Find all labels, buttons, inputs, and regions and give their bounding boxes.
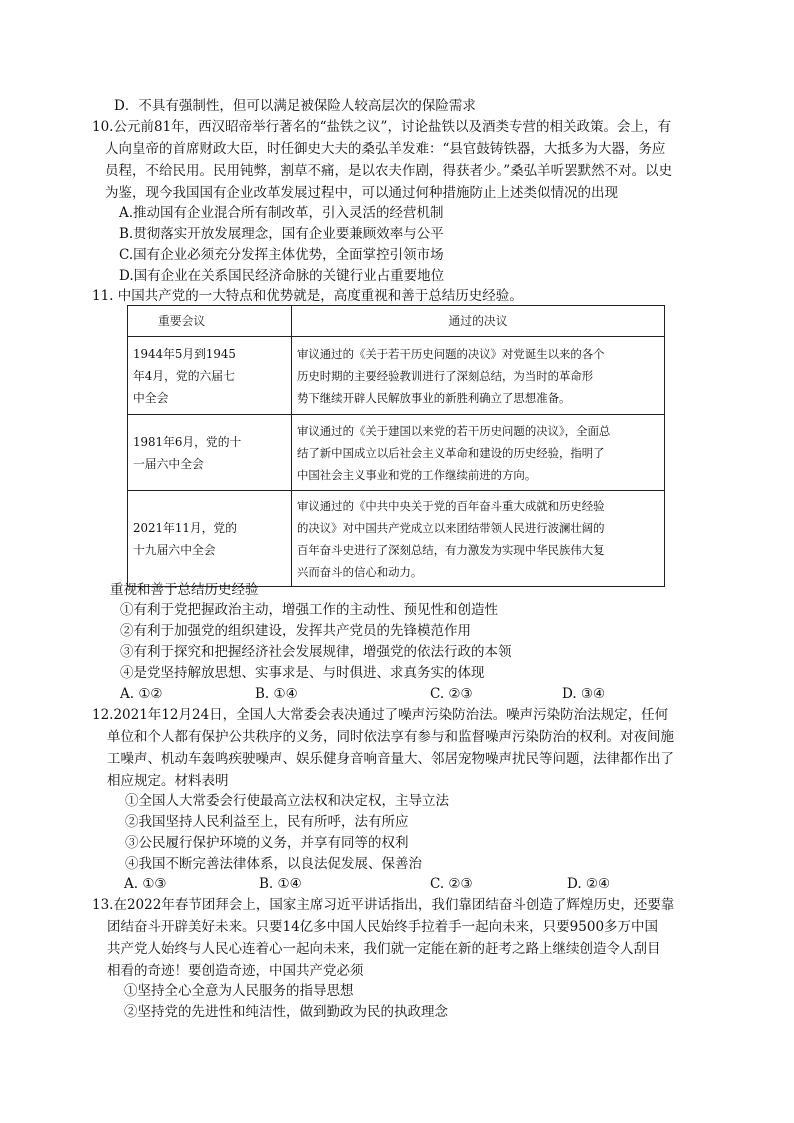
- meeting-cell: [128, 415, 292, 491]
- q12-item-1: ①全国人大常委会行使最高立法权和决定权，主导立法: [125, 793, 449, 809]
- table-row: [128, 491, 665, 587]
- q13-item-1: ①坚持全心全意为人民服务的指导思想: [124, 983, 354, 999]
- q11-choice-a: A. ①②: [120, 686, 163, 702]
- meeting-cell: [128, 337, 292, 415]
- meeting-text: 中全会: [133, 390, 169, 405]
- q11-item-3: ③有利于探究和把握经济社会发展规律，增强党的依法行政的本领: [120, 644, 512, 660]
- q11-choice-b: B. ①④: [255, 686, 298, 702]
- meeting-text: 一届六中全会: [133, 456, 204, 471]
- meeting-text: 2021年11月，党的: [133, 520, 238, 535]
- q10-stem-line-3: 员程，不给民用。民用钝弊，割草不痛，是以农夫作剧，得获者少。”桑弘羊听罢默然不对。以史: [105, 163, 673, 179]
- q10-option-a: A.推动国有企业混合所有制改革，引入灵活的经营机制: [119, 205, 444, 221]
- q12-choice-c: C. ②③: [430, 876, 473, 892]
- table-header-meeting: 重要会议: [128, 306, 292, 337]
- table-header-resolution: 通过的决议: [292, 306, 665, 337]
- resolution-cell: [292, 337, 665, 415]
- meeting-text: 1981年6月，党的十: [133, 434, 242, 449]
- q12-stem-line-2: 单位和个人都有保护公共秩序的义务，同时依法享有参与和监督噪声污染防治的权利。对夜间施: [107, 729, 674, 745]
- q13-stem-line-1: 13.在2022年春节团拜会上，国家主席习近平讲话指出，我们靠团结奋斗创造了辉煌历史，还要靠: [92, 897, 675, 913]
- q9-option-d: D．不具有强制性，但可以满足被保险人较高层次的保险需求: [114, 98, 476, 114]
- resolution-text: 兴而奋斗的信心和动力。: [297, 564, 423, 579]
- q12-stem-line-3: 工噪声、机动车轰鸣疾驶噪声、娱乐健身音响音量大、邻居宠物噪声扰民等问题，法律都作出了: [107, 751, 674, 767]
- resolution-text: 审议通过的《中共中央关于党的百年奋斗重大成就和历史经验: [297, 498, 605, 513]
- q12-stem-line-4: 相应规定。材料表明: [107, 773, 229, 789]
- meeting-cell: [128, 491, 292, 587]
- q13-item-2: ②坚持党的先进性和纯洁性，做到勤政为民的执政理念: [124, 1004, 448, 1020]
- q12-choice-b: B. ①④: [259, 876, 302, 892]
- q11-lead: 重视和善于总结历史经验: [110, 582, 259, 598]
- q13-stem-line-2: 团结奋斗开辟美好未来。只要14亿多中国人民始终手拉着手一起向未来，只要9500多万中国: [107, 919, 659, 935]
- q11-meetings-table: [127, 305, 665, 587]
- q10-option-b: B.贯彻落实开放发展理念，国有企业要兼顾效率与公平: [119, 226, 444, 242]
- q10-option-c: C.国有企业必须充分发挥主体优势，全面掌控引领市场: [119, 247, 444, 263]
- q10-stem-line-4: 为鉴，现今我国国有企业改革发展过程中，可以通过何种措施防止上述类似情况的出现: [105, 185, 618, 201]
- q13-stem-line-3: 共产党人始终与人民心连着心一起向未来，我们就一定能在新的赶考之路上继续创造令人刮目: [107, 941, 661, 957]
- table-row: [128, 415, 665, 491]
- q12-choice-a: A. ①③: [124, 876, 167, 892]
- resolution-text: 结了新中国成立以后社会主义革命和建设的历史经验，指明了: [297, 445, 605, 460]
- q11-item-2: ②有利于加强党的组织建设，发挥共产党员的先锋模范作用: [120, 623, 471, 639]
- table-header-row: [128, 306, 665, 337]
- q12-stem-line-1: 12.2021年12月24日，全国人大常委会表决通过了噪声污染防治法。噪声污染防治法规定，任何: [92, 707, 669, 723]
- meeting-text: 年4月，党的六届七: [133, 368, 235, 383]
- q12-choice-d: D. ②④: [567, 876, 611, 892]
- resolution-text: 势下继续开辟人民解放事业的新胜利确立了思想准备。: [297, 390, 571, 405]
- q11-choice-d: D. ③④: [562, 686, 606, 702]
- table-row: [128, 337, 665, 415]
- resolution-text: 百年奋斗史进行了深刻总结，有力激发为实现中华民族伟大复: [297, 542, 605, 557]
- resolution-text: 审议通过的《关于若干历史问题的决议》对党诞生以来的各个: [297, 346, 605, 361]
- q12-item-4: ④我国不断完善法律体系，以良法促发展、保善治: [125, 856, 422, 872]
- q10-stem-line-2: 人向皇帝的首席财政大臣，时任御史大夫的桑弘羊发难：“县官鼓铸铁器，大抵多为大器，务应: [105, 141, 666, 157]
- resolution-cell: [292, 491, 665, 587]
- resolution-text: 历史时期的主要经验教训进行了深刻总结，为当时的革命形: [297, 368, 594, 383]
- q10-option-d: D.国有企业在关系国民经济命脉的关键行业占重要地位: [119, 268, 445, 284]
- q13-stem-line-4: 相看的奇迹！要创造奇迹，中国共产党必须: [107, 963, 364, 979]
- resolution-text: 的决议》对中国共产党成立以来团结带领人民进行波澜壮阔的: [297, 520, 605, 535]
- resolution-cell: [292, 415, 665, 491]
- q11-item-4: ④是党坚持解放思想、实事求是、与时俱进、求真务实的体现: [120, 665, 485, 681]
- q10-stem-line-1: 10.公元前81年，西汉昭帝举行著名的“盐铁之议”，讨论盐铁以及酒类专营的相关政策。会上，有: [92, 119, 671, 135]
- meeting-text: 十九届六中全会: [133, 542, 216, 557]
- q11-item-1: ①有利于党把握政治主动，增强工作的主动性、预见性和创造性: [120, 602, 498, 618]
- q11-choice-c: C. ②③: [430, 686, 473, 702]
- resolution-text: 中国社会主义事业和党的工作继续前进的方向。: [297, 467, 537, 482]
- resolution-text: 审议通过的《关于建国以来党的若干历史问题的决议》，全面总: [297, 423, 611, 438]
- q11-stem: 11. 中国共产党的一大特点和优势就是，高度重视和善于总结历史经验。: [92, 288, 523, 304]
- q12-item-3: ③公民履行保护环境的义务，并享有同等的权利: [125, 835, 409, 851]
- q12-item-2: ②我国坚持人民利益至上，民有所呼，法有所应: [125, 814, 409, 830]
- meeting-text: 1944年5月到1945: [133, 346, 236, 361]
